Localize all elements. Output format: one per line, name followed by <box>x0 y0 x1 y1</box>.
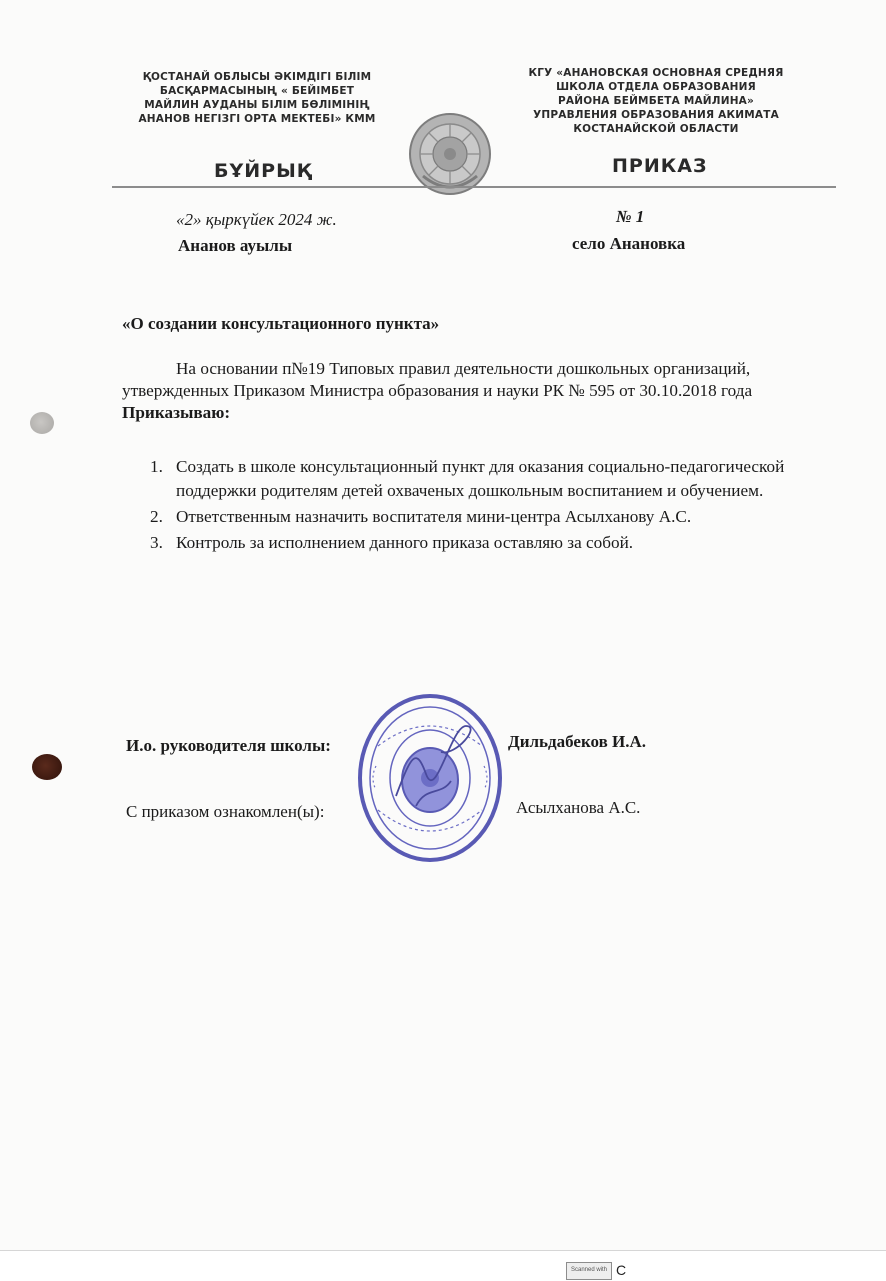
header-right-line: КГУ «АНАНОВСКАЯ ОСНОВНАЯ СРЕДНЯЯ <box>528 67 784 79</box>
order-date: «2» қыркүйек 2024 ж. <box>176 210 337 229</box>
item-text: Ответственным назначить воспитателя мини-центра Асылханову А.С. <box>176 507 692 526</box>
item-number: 1. <box>150 457 163 476</box>
scanner-logo-letter: C <box>616 1262 627 1278</box>
header-org-kazakh <box>112 70 402 126</box>
doc-type-kazakh: БҰЙРЫҚ <box>214 160 313 182</box>
header-right-line: ШКОЛА ОТДЕЛА ОБРАЗОВАНИЯ <box>556 81 756 93</box>
scanner-footer <box>0 1250 886 1281</box>
header-right-line: КОСТАНАЙСКОЙ ОБЛАСТИ <box>573 123 739 135</box>
acknowledgement-label: С приказом ознакомлен(ы): <box>126 802 325 821</box>
header-left-line: БАСҚАРМАСЫНЫҢ « БЕЙІМБЕТ <box>159 85 355 97</box>
doc-type-russian: ПРИКАЗ <box>612 155 708 177</box>
head-signature-name: Дильдабеков И.А. <box>508 732 647 751</box>
list-item <box>150 505 830 529</box>
item-text: Создать в школе консультационный пункт для оказания социально-педагогической поддержки родителям детей охваченых дошкольным воспитанием и обучением. <box>176 457 785 500</box>
header-left-line: МАЙЛИН АУДАНЫ БІЛІМ БӨЛІМІНІҢ <box>144 99 370 111</box>
order-items <box>150 455 830 557</box>
header-left-line: АНАНОВ НЕГІЗГІ ОРТА МЕКТЕБІ» КММ <box>138 113 376 125</box>
item-number: 3. <box>150 533 163 552</box>
place-russian: село Анановка <box>572 234 686 253</box>
scanner-badge: Scanned with <box>566 1262 612 1280</box>
list-item <box>150 455 830 503</box>
punch-hole <box>32 754 62 780</box>
punch-hole <box>30 412 54 434</box>
header-org-russian <box>498 66 814 136</box>
order-body <box>122 358 802 424</box>
item-text: Контроль за исполнением данного приказа оставляю за собой. <box>176 533 634 552</box>
header-divider <box>112 186 836 188</box>
order-subject: «О создании консультационного пункта» <box>122 314 440 333</box>
basis-paragraph: На основании п№19 Типовых правил деятельности дошкольных организаций, утвержденных Приказом Министра образования и науки РК № 595 от 30.10.2018 года <box>122 359 753 400</box>
header-left-line: ҚОСТАНАЙ ОБЛЫСЫ ӘКІМДІГІ БІЛІМ <box>142 71 372 83</box>
order-word: Приказываю: <box>122 403 231 422</box>
header-right-line: РАЙОНА БЕЙМБЕТА МАЙЛИНА» <box>557 95 754 107</box>
item-number: 2. <box>150 507 163 526</box>
acknowledgement-name: Асылханова А.С. <box>516 798 641 817</box>
order-number: № 1 <box>616 207 645 226</box>
head-signature-label: И.о. руководителя школы: <box>126 736 331 755</box>
header-right-line: УПРАВЛЕНИЯ ОБРАЗОВАНИЯ АКИМАТА <box>533 109 779 121</box>
official-seal-icon <box>356 686 506 862</box>
list-item <box>150 531 830 555</box>
place-kazakh: Ананов ауылы <box>178 236 293 255</box>
